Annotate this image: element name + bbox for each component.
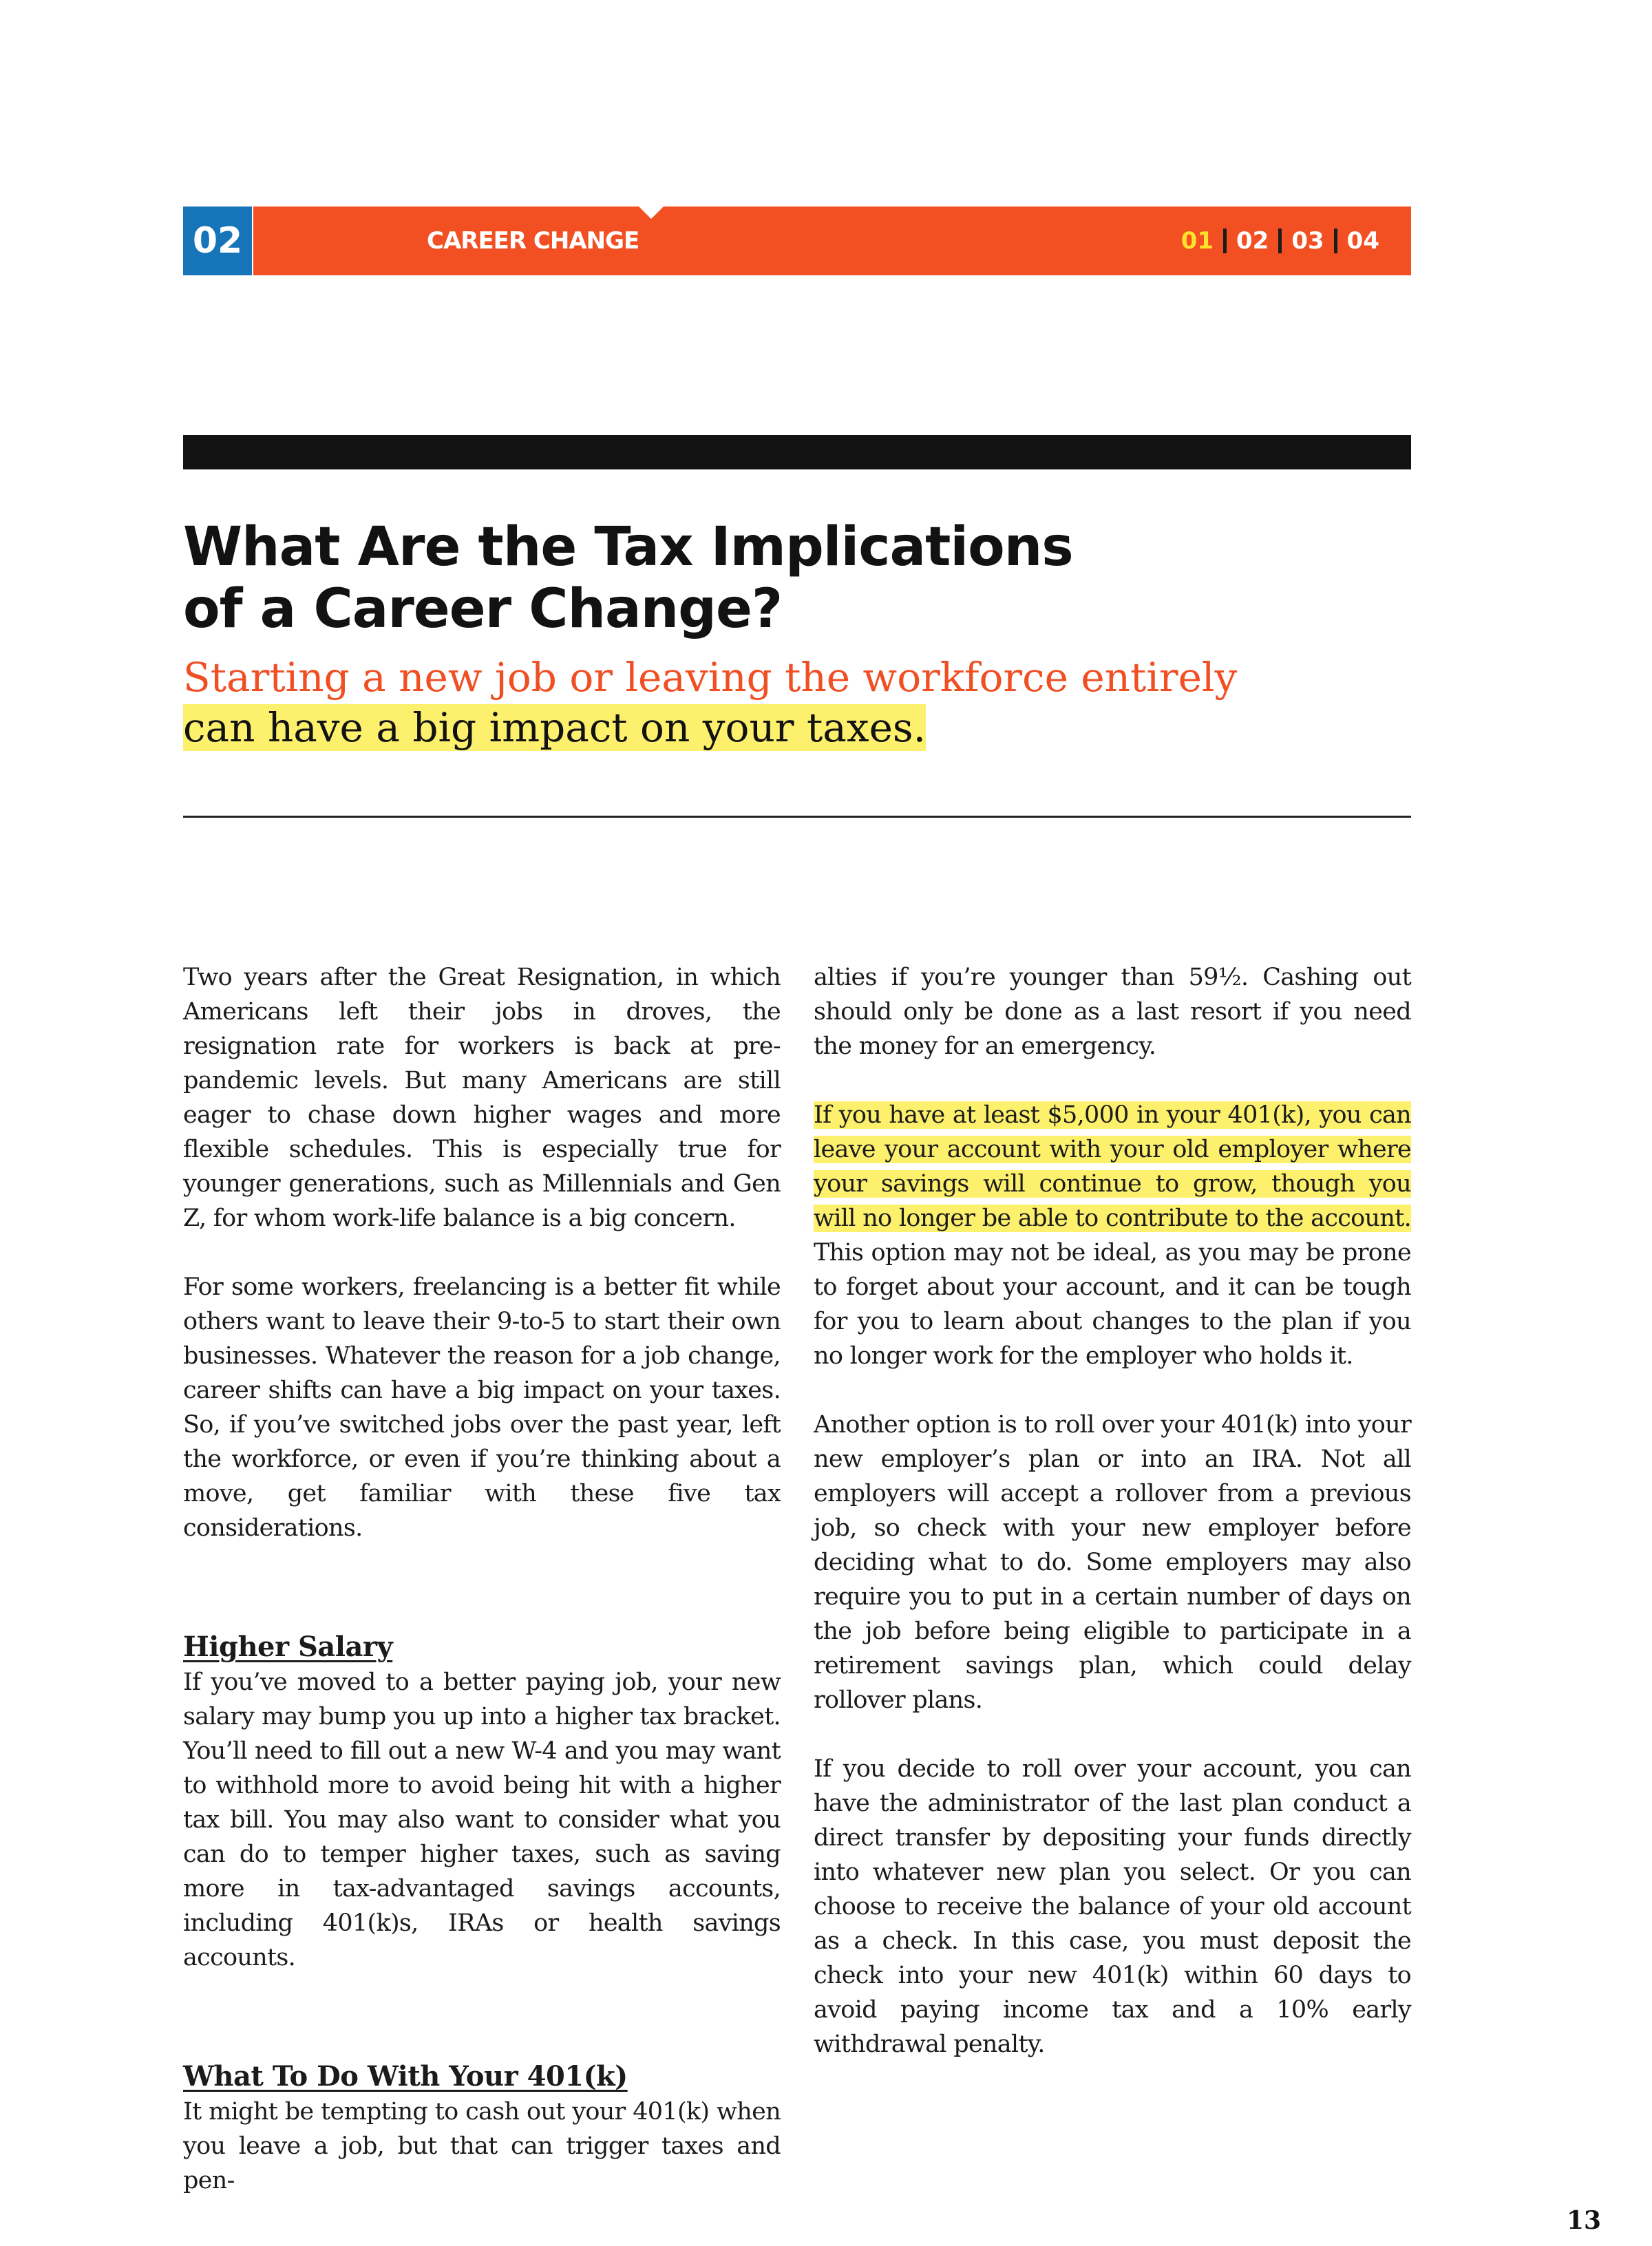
paragraph-leave-account	[814, 1098, 1411, 1373]
pager-item-02[interactable]: 02	[1236, 227, 1269, 255]
pager-separator	[1334, 229, 1337, 253]
article-title-line-1: What Are the Tax Implications	[183, 516, 1073, 578]
heading-401k: What To Do With Your 401(k)	[183, 2060, 628, 2093]
body-column-left	[183, 960, 781, 2198]
pager-item-04[interactable]: 04	[1346, 227, 1379, 255]
notch-marker	[639, 206, 664, 219]
pager-separator	[1223, 229, 1227, 253]
section-pager	[1181, 206, 1379, 275]
paragraph-freelancing: For some workers, freelancing is a better fit while others want to leave their 9-to-5 to start their own businesses. Whatever the reason for a job change, career shifts can have a big impact on your taxes. So, if you’ve switched jobs over the past year, left the workforce, or even if you’re thinking about a move, get familiar with these five tax considerations.	[183, 1273, 781, 1542]
paragraph-rollover-option: Another option is to roll over your 401(k) into your new employer’s plan or into an IRA. Not all employers will accept a rollover from a previous job, so check with your new employer before deciding what to do. Some employers may also require you to put in a certain number of days on the job before being eligible to participate in a retirement savings plan, which could delay rollover plans.	[814, 1411, 1411, 1714]
highlighted-text: If you have at least $5,000 in your 401(k), you can leave your account with your old employer where your savings will continue to grow, though you will no longer be able to contribute to the account.	[814, 1101, 1411, 1232]
section-spacer	[183, 2009, 781, 2059]
page-number: 13	[1567, 2206, 1602, 2235]
section-number: 02	[183, 206, 252, 275]
heading-higher-salary: Higher Salary	[183, 1631, 393, 1663]
title-rule-bar	[183, 435, 1411, 469]
pager-item-03[interactable]: 03	[1291, 227, 1324, 255]
paragraph-401k-intro: It might be tempting to cash out your 401(k) when you leave a job, but that can trigger taxes and pen-	[183, 2098, 781, 2194]
paragraph-higher-salary: If you’ve moved to a better paying job, your new salary may bump you up into a higher tax bracket. You’ll need to fill out a new W-4 and you may want to withhold more to avoid being hit with a higher tax bill. You may also want to consider what you can do to temper higher taxes, such as saving more in tax-advantaged savings accounts, including 401(k)s, IRAs or health savings accounts.	[183, 1668, 781, 1971]
paragraph-leave-account-rest: This option may not be ideal, as you may be prone to forget about your account, and it can be tough for you to learn about changes to the plan if you no longer work for the employer who holds it.	[814, 1239, 1411, 1370]
paragraph-great-resignation: Two years after the Great Resignation, in which Americans left their jobs in droves, the resignation rate for workers is back at pre-pandemic levels. But many Americans are still eager to chase down higher wages and more flexible schedules. This is especially true for younger generations, such as Millennials and Gen Z, for whom work-life balance is a big concern.	[183, 964, 781, 1232]
pager-separator	[1278, 229, 1282, 253]
paragraph-cashing-out: alties if you’re younger than 59½. Cashing out should only be done as a last resort if you need the money for an emergency.	[814, 964, 1411, 1060]
pager-item-01[interactable]: 01	[1180, 227, 1214, 255]
divider	[183, 816, 1411, 818]
article-title	[183, 516, 1353, 640]
paragraph-direct-transfer: If you decide to roll over your account, you can have the administrator of the last plan conduct a direct transfer by depositing your funds directly into whatever new plan you select. Or you can choose to receive the balance of your old account as a check. In this case, you must deposit the check into your new 401(k) within 60 days to avoid paying income tax and a 10% early withdrawal penalty.	[814, 1755, 1411, 2058]
section-spacer	[183, 1580, 781, 1629]
subtitle-line-2-highlighted: can have a big impact on your taxes.	[183, 704, 926, 751]
body-column-right	[814, 960, 1411, 2096]
subtitle-line-1: Starting a new job or leaving the workforce entirely	[183, 654, 1238, 701]
section-header	[183, 206, 1411, 275]
article-title-line-2: of a Career Change?	[183, 578, 783, 640]
article-subtitle	[183, 653, 1353, 753]
section-title: CAREER CHANGE	[427, 227, 639, 255]
